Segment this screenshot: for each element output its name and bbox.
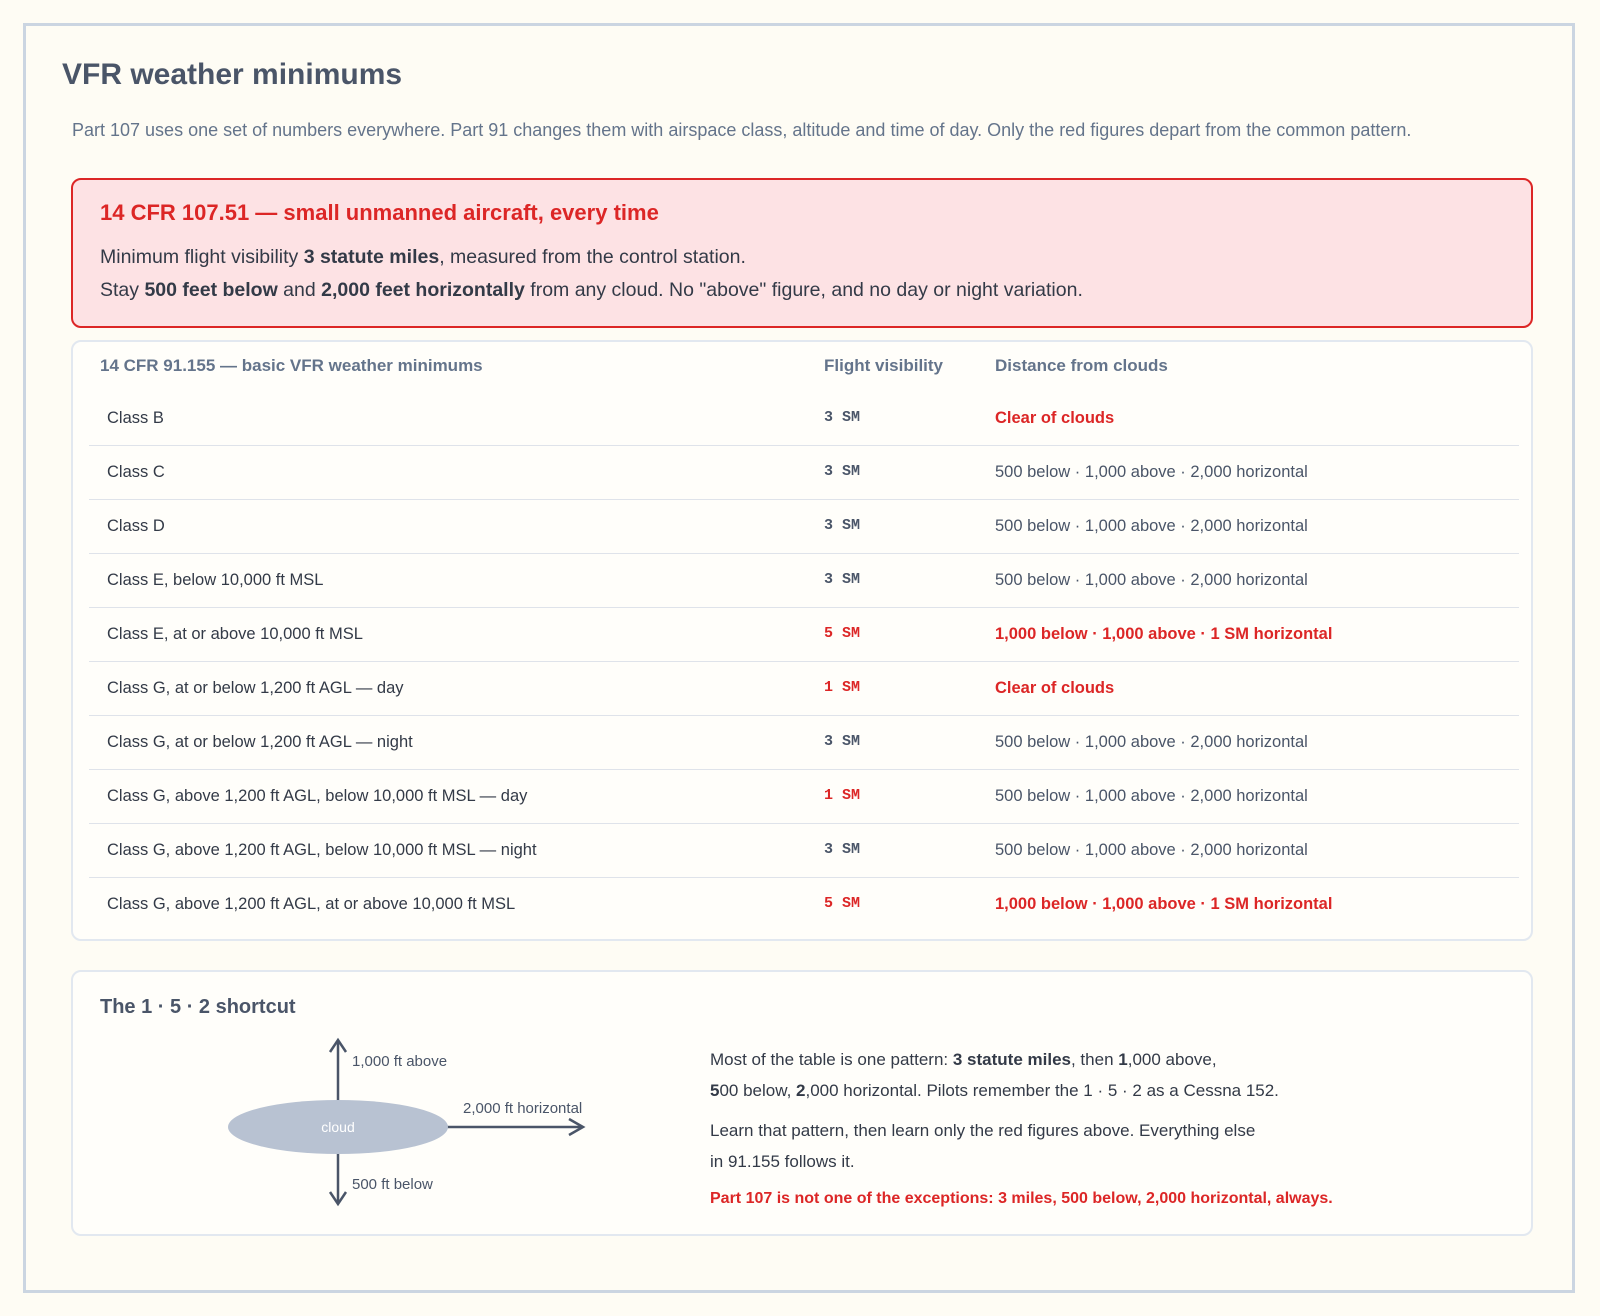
column-header-distance: Distance from clouds: [995, 356, 1168, 375]
airspace-cell: Class G, at or below 1,200 ft AGL — day: [107, 679, 404, 697]
cloud-distance-cell: Clear of clouds: [995, 409, 1115, 427]
text-segment: Stay: [100, 279, 145, 301]
cloud-distance-cell: 1,000 below · 1,000 above · 1 SM horizontal: [995, 625, 1333, 643]
column-header-class: 14 CFR 91.155 — basic VFR weather minimums: [100, 356, 483, 375]
table-row: [89, 878, 1519, 931]
cloud-distance-cell: Clear of clouds: [995, 679, 1115, 697]
cloud-distance-cell: 500 below · 1,000 above · 2,000 horizontal: [995, 571, 1308, 589]
emphasis: 500 feet below: [144, 279, 278, 301]
text-segment: and: [277, 279, 322, 301]
visibility-cell: 1 SM: [824, 787, 861, 804]
visibility-cell: 3 SM: [824, 517, 861, 534]
visibility-cell: 3 SM: [824, 463, 861, 480]
table-row: [89, 608, 1519, 662]
emphasis: 2: [796, 1081, 806, 1100]
airspace-cell: Class G, above 1,200 ft AGL, below 10,000 ft MSL — night: [107, 841, 537, 859]
emphasis: 2,000 feet horizontally: [321, 279, 525, 301]
part107-clearance-line: [100, 279, 1083, 302]
cloud-distance-cell: 500 below · 1,000 above · 2,000 horizontal: [995, 787, 1308, 805]
emphasis: 5: [710, 1081, 720, 1100]
text-segment: , measured from the control station.: [439, 246, 746, 268]
table-row: [89, 500, 1519, 554]
part107-visibility-line: [100, 246, 746, 269]
airspace-cell: Class G, above 1,200 ft AGL, below 10,000 ft MSL — day: [107, 787, 528, 805]
table-row: [89, 392, 1519, 446]
column-header-visibility: Flight visibility: [824, 356, 944, 375]
emphasis: 3 statute miles: [952, 1050, 1071, 1069]
shortcut-paragraph-line3: Learn that pattern, then learn only the red figures above. Everything else: [710, 1121, 1256, 1140]
table-row: [89, 770, 1519, 824]
text-segment: ,000 horizontal. Pilots remember the 1 · 5 · 2 as a Cessna 152.: [805, 1081, 1279, 1100]
table-row: [89, 716, 1519, 770]
cloud-distance-cell: 500 below · 1,000 above · 2,000 horizontal: [995, 463, 1308, 481]
cloud-distance-cell: 500 below · 1,000 above · 2,000 horizontal: [995, 517, 1308, 535]
label-below: 500 ft below: [352, 1176, 433, 1193]
visibility-cell: 3 SM: [824, 733, 861, 750]
visibility-cell: 5 SM: [824, 625, 861, 642]
shortcut-paragraph-line2: [710, 1081, 1279, 1101]
cloud-clearance-diagram: [73, 972, 693, 1238]
cloud-distance-cell: 500 below · 1,000 above · 2,000 horizontal: [995, 733, 1308, 751]
text-segment: from any cloud. No "above" figure, and no day or night variation.: [524, 279, 1083, 301]
label-above: 1,000 ft above: [352, 1053, 448, 1070]
part107-heading: 14 CFR 107.51 — small unmanned aircraft, every time: [100, 200, 659, 225]
page-frame: [23, 23, 1575, 1293]
shortcut-paragraph-line4: in 91.155 follows it.: [710, 1152, 855, 1171]
part107-warning: Part 107 is not one of the exceptions: 3 miles, 500 below, 2,000 horizontal, always.: [710, 1190, 1333, 1207]
cloud-distance-cell: 1,000 below · 1,000 above · 1 SM horizontal: [995, 895, 1333, 913]
airspace-cell: Class C: [107, 463, 165, 481]
table-row: [89, 446, 1519, 500]
airspace-cell: Class G, at or below 1,200 ft AGL — night: [107, 733, 413, 751]
airspace-cell: Class D: [107, 517, 165, 535]
airspace-cell: Class E, at or above 10,000 ft MSL: [107, 625, 363, 643]
table-row: [89, 554, 1519, 608]
table-body: [89, 392, 1519, 931]
shortcut-panel: [71, 970, 1533, 1236]
table-row: [89, 824, 1519, 878]
airspace-cell: Class B: [107, 409, 164, 427]
text-segment: Minimum flight visibility: [100, 246, 304, 268]
cloud-distance-cell: 500 below · 1,000 above · 2,000 horizontal: [995, 841, 1308, 859]
shortcut-heading: The 1 · 5 · 2 shortcut: [100, 996, 296, 1018]
part107-callout: [71, 178, 1533, 328]
visibility-cell: 5 SM: [824, 895, 861, 912]
text-segment: , then: [1070, 1050, 1119, 1069]
visibility-cell: 3 SM: [824, 841, 861, 858]
airspace-cell: Class E, below 10,000 ft MSL: [107, 571, 324, 589]
page-title: VFR weather minimums: [62, 58, 403, 91]
table-row: [89, 662, 1519, 716]
visibility-cell: 3 SM: [824, 409, 861, 426]
airspace-cell: Class G, above 1,200 ft AGL, at or above 10,000 ft MSL: [107, 895, 516, 913]
text-segment: 00 below,: [719, 1081, 797, 1100]
vfr-minimums-table: [71, 340, 1533, 941]
emphasis: 3 statute miles: [303, 246, 440, 268]
cloud-label: cloud: [321, 1119, 355, 1135]
visibility-cell: 3 SM: [824, 571, 861, 588]
text-segment: ,000 above,: [1127, 1050, 1217, 1069]
shortcut-paragraph-line1: [710, 1050, 1217, 1070]
text-segment: Most of the table is one pattern:: [710, 1050, 953, 1069]
emphasis: 1: [1118, 1050, 1128, 1069]
intro-text: Part 107 uses one set of numbers everywhere. Part 91 changes them with airspace class, altitude and time of day. Only the red figures depart from the common pattern.: [72, 120, 1412, 140]
label-horizontal: 2,000 ft horizontal: [463, 1100, 583, 1117]
visibility-cell: 1 SM: [824, 679, 861, 696]
